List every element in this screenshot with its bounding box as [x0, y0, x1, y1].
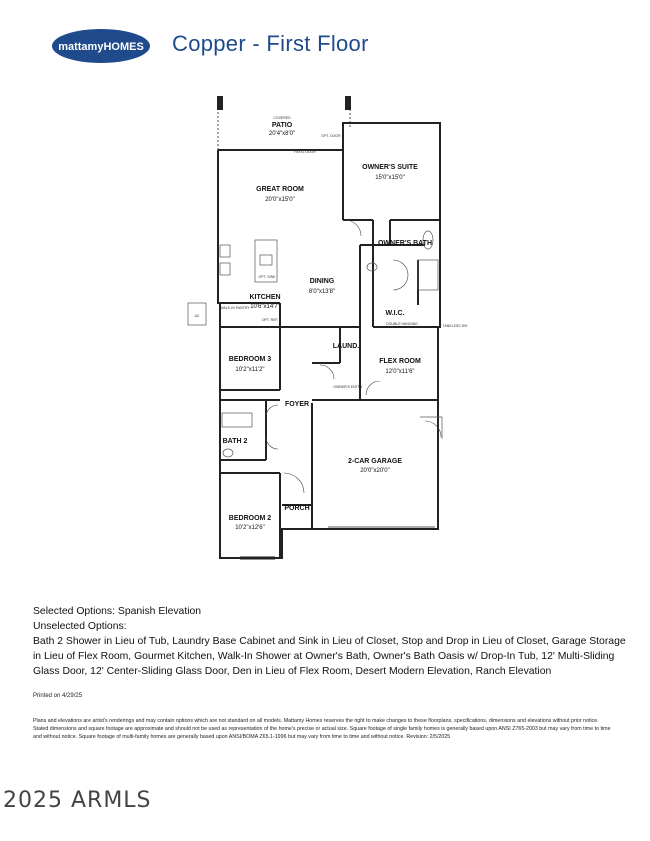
printed-date: Printed on 4/29/25 — [33, 693, 83, 699]
label-walk-in-pantry: WALK-IN PANTRY — [220, 306, 250, 310]
room-bedroom-2: BEDROOM 2 — [228, 515, 272, 522]
room-porch: PORCH — [284, 505, 310, 512]
room-bedroom-3: BEDROOM 3 — [228, 356, 272, 363]
room-wic: W.I.C. — [385, 310, 405, 317]
room-flex: FLEX ROOM — [379, 358, 421, 365]
room-great-room-dims: 20'0"x15'0" — [265, 197, 295, 203]
label-opt-door: OPT. DOOR — [321, 134, 341, 138]
label-ac: AC — [194, 314, 200, 318]
mattamy-homes-logo — [52, 28, 150, 64]
room-garage: 2-CAR GARAGE — [347, 458, 403, 465]
label-patio-door: PATIO DOOR — [294, 150, 316, 154]
unselected-options-list: Bath 2 Shower in Lieu of Tub, Laundry Base Cabinet and Sink in Lieu of Closet, Stop and Drop in Lieu of Closet, Garage Storage in Lieu of Flex Room, Gourmet Kitchen, Walk-In Shower at Owner's Bath, Owner's Bath Oasis w/ Drop-In Tub, 12' Multi-Sliding Glass Door, 12' Center-Sliding Glass Door, Den in Lieu of Flex Room, Desert Modern Elevation, Ranch Elevation — [33, 636, 626, 677]
room-laundry: LAUND. — [332, 343, 360, 350]
selected-options: Selected Options: Spanish Elevation — [33, 606, 202, 617]
label-covered: COVERED — [273, 116, 291, 120]
label-opt-ref: OPT. REF. — [261, 318, 279, 322]
room-flex-dims: 12'0"x11'6" — [385, 369, 415, 375]
room-dining-dims: 8'0"x13'8" — [308, 289, 336, 295]
room-patio: PATIO — [271, 122, 293, 129]
room-kitchen-dims: 10'6"x14'7" — [250, 304, 280, 310]
label-double-hanging: DOUBLE HANGING — [386, 322, 418, 326]
room-bath-2: BATH 2 — [222, 438, 248, 445]
room-owners-suite: OWNER'S SUITE — [362, 164, 418, 171]
options-block — [33, 604, 633, 679]
floor-plan — [180, 95, 480, 565]
logo-text: mattamyHOMES — [58, 41, 144, 53]
room-bedroom-2-dims: 10'2"x12'6" — [235, 525, 265, 531]
room-patio-dims: 20'4"x8'0" — [268, 131, 296, 137]
room-garage-dims: 20'0"x20'0" — [360, 468, 390, 474]
room-owners-bath: OWNER'S BATH — [377, 240, 433, 247]
label-opt-sink: OPT. SINK — [258, 275, 276, 279]
label-owners-entry: OWNER'S ENTRY — [333, 385, 363, 389]
room-foyer: FOYER — [284, 401, 310, 408]
label-tankless-wh: TANKLESS WH — [442, 324, 468, 328]
room-owners-suite-dims: 15'0"x15'0" — [375, 175, 405, 181]
room-great-room: GREAT ROOM — [256, 186, 304, 193]
room-dining: DINING — [309, 278, 335, 285]
room-bedroom-3-dims: 10'2"x11'2" — [235, 367, 265, 373]
unselected-options-heading: Unselected Options: — [33, 621, 127, 632]
disclaimer: Plans and elevations are artist's renderings and may contain options which are not standard on all models. Mattamy Homes reserves the right to make changes to these floorplans, specifications, dimensions and elevations without prior notice. Stated dimensions and square footage are approximate and should not be used as representation of the home's precise or actual size. Square footage of single family homes is generally based upon ANSI Z765-2003 but may vary from time to time and without notice. Square footage of multi-family homes are generally based upon ANSI/BOMA Z65.1-1996 but may vary from time to time and without notice. Revision: 2/5/2025 — [33, 718, 611, 740]
armls-watermark: 2025 ARMLS — [3, 788, 152, 813]
page-title: Copper - First Floor — [172, 31, 369, 56]
room-kitchen: KITCHEN — [249, 294, 281, 301]
